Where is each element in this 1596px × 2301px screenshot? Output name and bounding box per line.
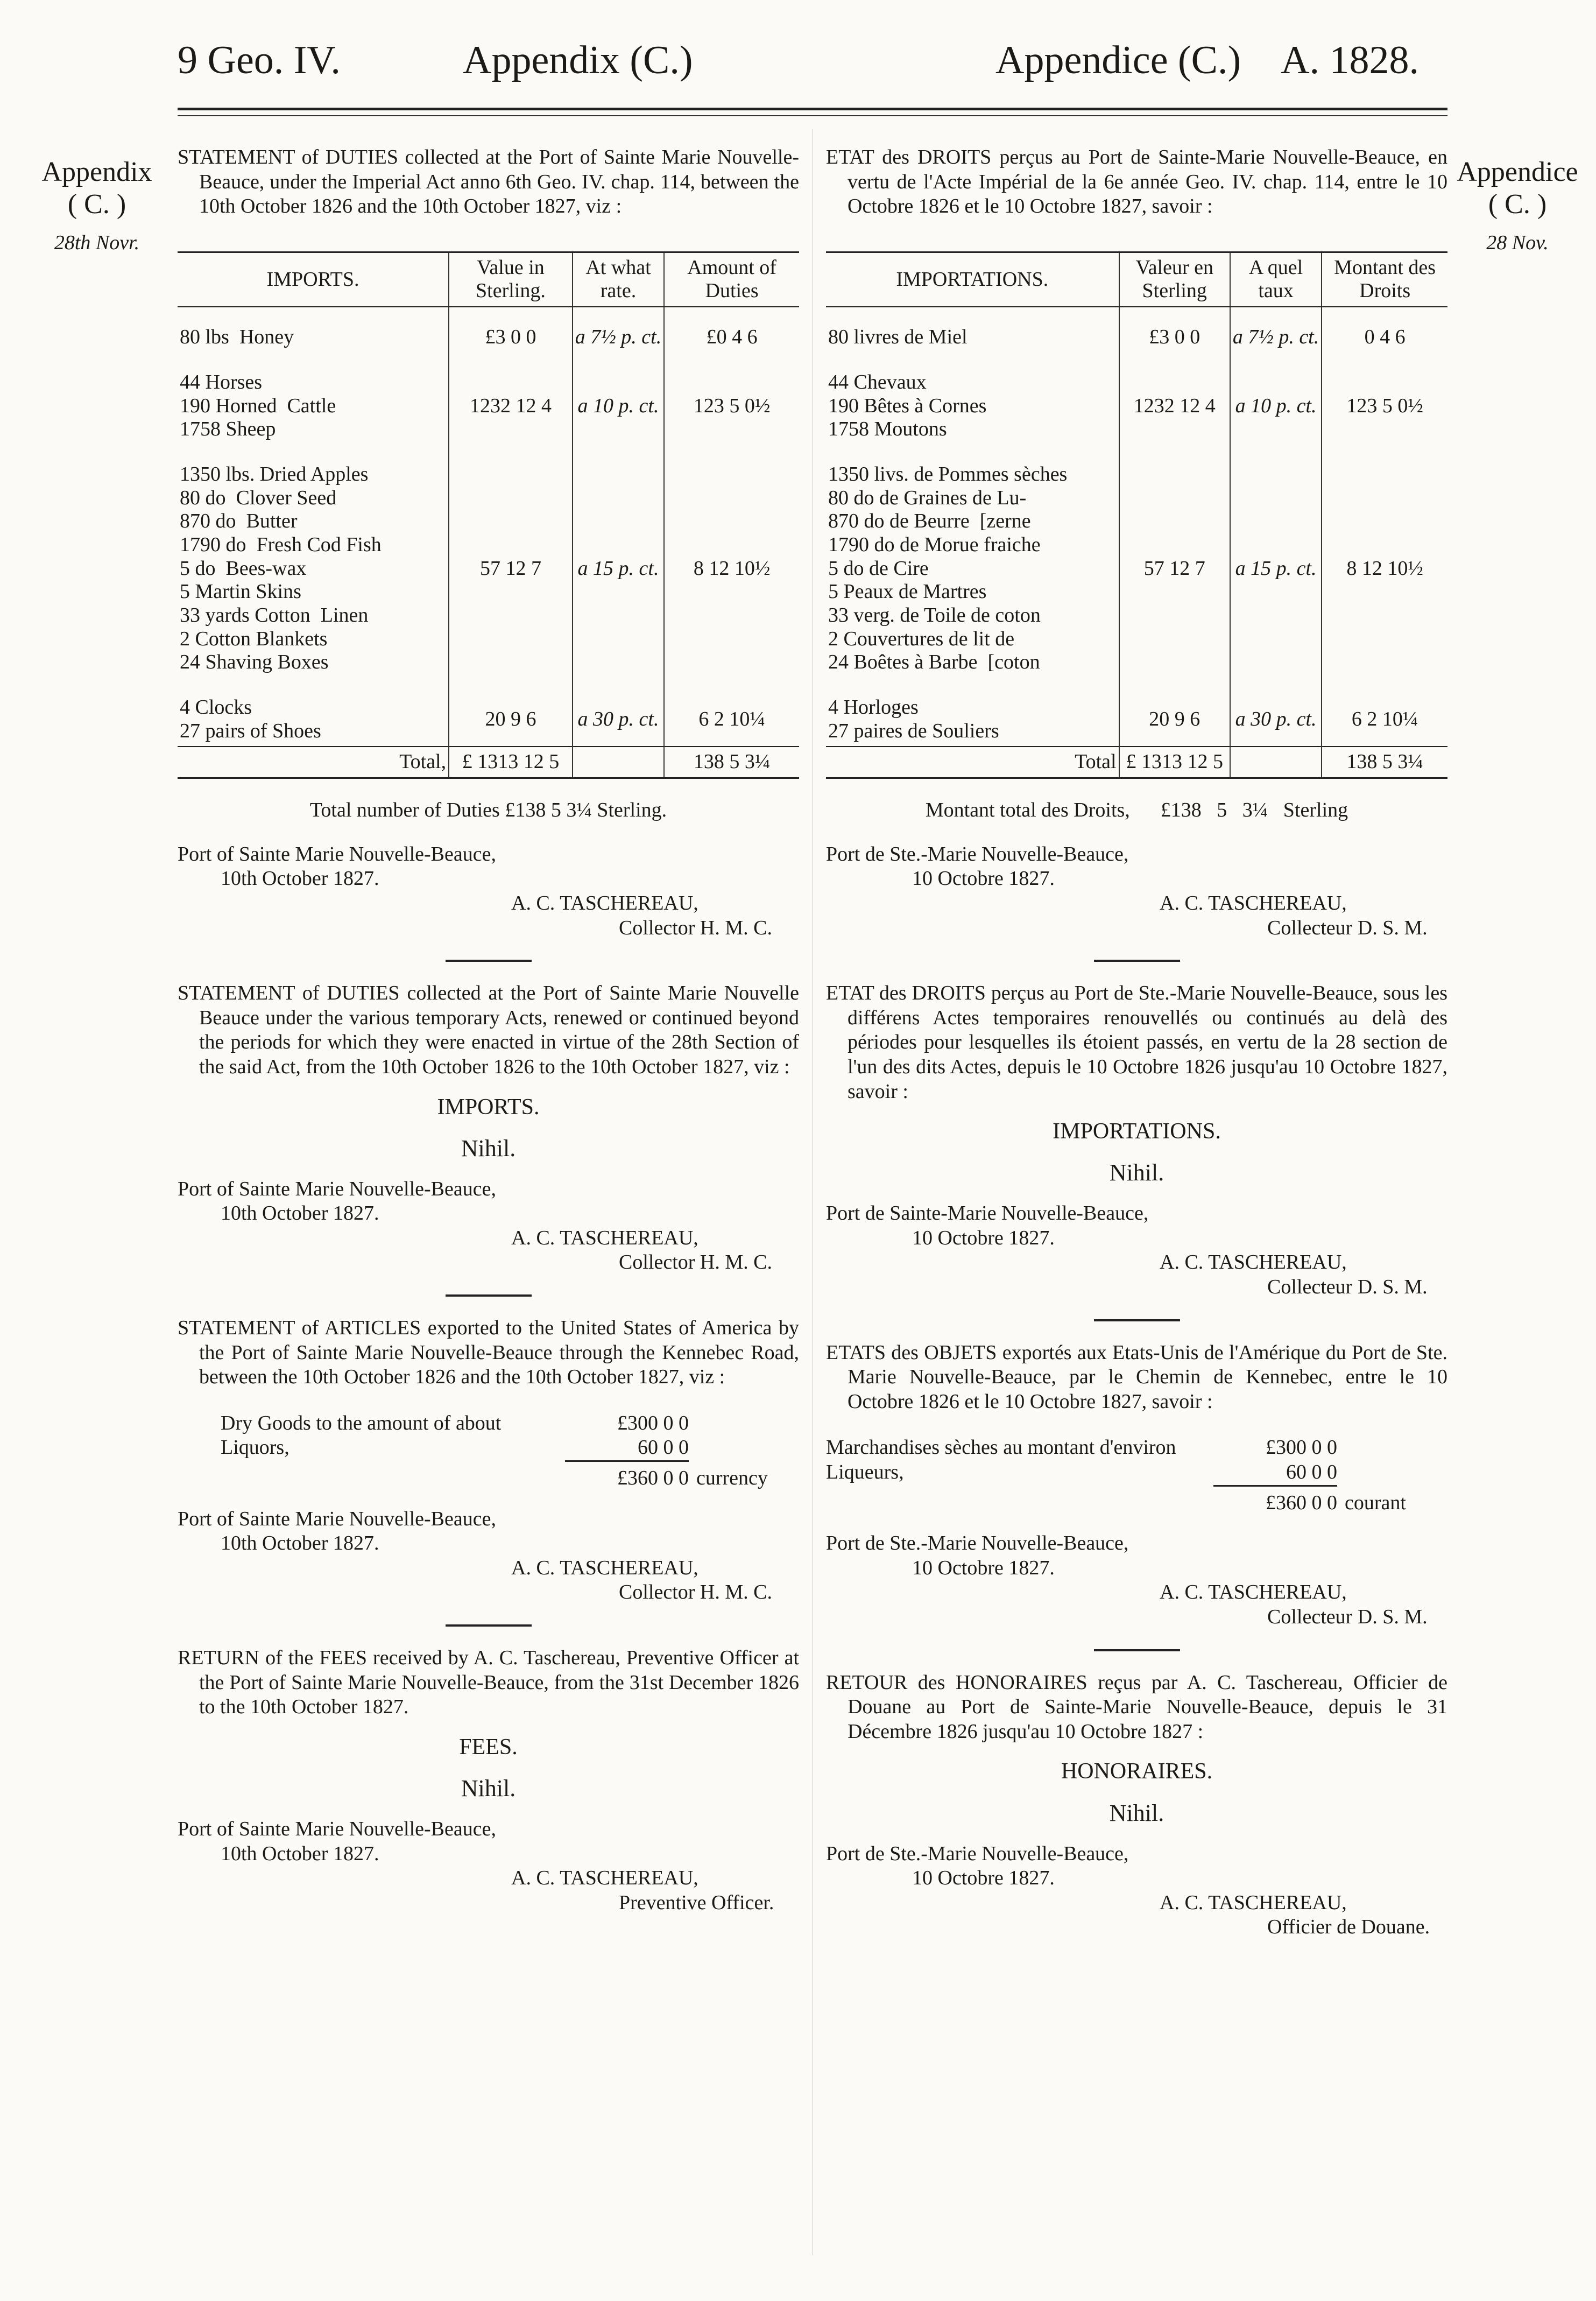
row-rate: a 7½ p. ct. [573,307,664,353]
row-desc: 1350 livs. de Pommes sèches 80 do de Graines de Lu- 870 do de Beurre [zerne 1790 do de Morue fraiche 5 do de Cire 5 Peaux de Martres 33 verg. de Toile de coton 2 Couvertures de lit de 24 Boêtes à Barbe [coton [828,462,1068,674]
row-desc: 4 Horloges 27 paires de Souliers [828,696,999,742]
col-rate: At what rate. [573,252,664,307]
row-amount: 123 5 0½ [1322,353,1447,445]
duties-table-en [178,251,799,779]
signature-name: A. C. TASCHEREAU, [1160,1251,1347,1274]
date-line: 10th October 1827. [221,1532,379,1555]
section-heading: IMPORTATIONS. [1053,1119,1221,1144]
export-table-en [178,1411,799,1491]
row-amount: 123 5 0½ [664,353,799,445]
port-line: Port of Sainte Marie Nouvelle-Beauce, [178,1817,496,1840]
table-row [826,353,1447,445]
header-rule-thin [178,115,1447,116]
export-label: Marchandises sèches au montant d'environ [826,1436,1176,1459]
export-total-row [221,1466,799,1491]
row-amount: £0 4 6 [664,307,799,353]
row-value: £3 0 0 [1119,307,1230,353]
export-row [221,1436,799,1462]
total-label: Total, [178,747,449,778]
table-row [826,678,1447,747]
row-rate: a 7½ p. ct. [1230,307,1322,353]
row-amount: 0 4 6 [1322,307,1447,353]
row-rate: a 10 p. ct. [573,353,664,445]
stmt1-intro-en: STATEMENT of DUTIES collected at the Port of Sainte Marie Nouvelle-Beauce, under the Imperial Act anno 6th Geo. IV. chap. 114, between the 10th October 1826 and the 10th October 1827, viz : [178,146,799,218]
row-desc: 44 Chevaux 190 Bêtes à Cornes 1758 Moutons [828,370,987,441]
header-rule [178,108,1447,110]
margin-appendix-letter: ( C. ) [67,188,126,220]
margin-date: 28th Novr. [54,231,140,254]
port-line: Port of Sainte Marie Nouvelle-Beauce, [178,1177,496,1200]
col-value: Value in Sterling. [449,252,573,307]
signature-name: A. C. TASCHEREAU, [1160,1581,1347,1604]
row-rate: a 15 p. ct. [573,445,664,678]
row-value: 1232 12 4 [449,353,573,445]
row-amount: 8 12 10½ [664,445,799,678]
export-value: 60 0 0 [1213,1460,1337,1487]
signature-title: Collecteur D. S. M. [1267,1606,1428,1628]
section-divider [446,1294,532,1297]
row-value: 1232 12 4 [1119,353,1230,445]
page-year: A. 1828. [1281,38,1419,82]
margin-date-fr: 28 Nov. [1486,231,1549,254]
date-line: 10th October 1827. [221,1842,379,1865]
signature-title: Preventive Officer. [619,1891,774,1914]
signature-title: Collector H. M. C. [619,916,772,939]
table-row [178,353,799,445]
margin-note-right [1453,156,1582,255]
date-line: 10 Octobre 1827. [912,1867,1055,1890]
row-desc: 80 lbs Honey [180,326,294,349]
row-value: £3 0 0 [449,307,573,353]
row-value: 57 12 7 [1119,445,1230,678]
section-divider [1094,960,1180,962]
stmt2-intro-fr: ETAT des DROITS perçus au Port de Ste.-Marie Nouvelle-Beauce, sous les différens Actes temporaires renouvellés ou continués au delà des périodes pour lesquelles ils étoient passés, en vertu de la 28 section de l'un des dits Actes, depuis le 10 Octobre 1826 jusqu'au 10 Octobre 1827, savoir : [826,982,1447,1103]
english-column [178,145,799,1915]
row-desc: 4 Clocks 27 pairs of Shoes [180,696,321,742]
section-heading: FEES. [459,1734,518,1760]
export-total-row [826,1491,1447,1516]
col-value: Valeur en Sterling [1119,252,1230,307]
export-table-fr [826,1436,1447,1515]
export-row [826,1460,1447,1487]
section-divider [446,1624,532,1627]
signature-name: A. C. TASCHEREAU, [511,891,698,914]
signature-title: Collector H. M. C. [619,1251,772,1274]
table-row [178,307,799,353]
col-imports: IMPORTATIONS. [826,252,1119,307]
french-column [826,145,1447,1940]
row-amount: 6 2 10¼ [1322,678,1447,747]
row-rate: a 30 p. ct. [1230,678,1322,747]
signature-title: Officier de Douane. [1267,1916,1430,1939]
total-label: Total [826,747,1119,778]
total-amount: 138 5 3¼ [1322,747,1447,778]
total-amount: 138 5 3¼ [664,747,799,778]
signature-name: A. C. TASCHEREAU, [1160,1891,1347,1914]
total-line-en: Total number of Duties £138 5 3¼ Sterling. [309,799,667,822]
section-divider [1094,1649,1180,1651]
duties-table-fr [826,251,1447,779]
export-total: £360 0 0 [617,1467,689,1490]
nihil-text: Nihil. [1109,1799,1164,1826]
section-divider [446,960,532,962]
page-title-english: Appendix (C.) [463,38,693,82]
duties-header-row [826,252,1447,307]
row-amount: 6 2 10¼ [664,678,799,747]
stmt3-intro-en: STATEMENT of ARTICLES exported to the United States of America by the Port of Sainte Marie Nouvelle-Beauce through the Kennebec Road, between the 10th October 1826 and the 10th October 1827, viz : [178,1317,799,1389]
port-line: Port de Ste.-Marie Nouvelle-Beauce, [826,1842,1129,1865]
port-line: Port de Ste.-Marie Nouvelle-Beauce, [826,842,1129,865]
table-row [826,445,1447,678]
signature-title: Collecteur D. S. M. [1267,916,1428,939]
export-label: Liqueurs, [826,1461,904,1484]
margin-note-left [32,156,161,255]
total-rate-empty [1230,747,1322,778]
signature-name: A. C. TASCHEREAU, [511,1226,698,1249]
port-line: Port de Ste.-Marie Nouvelle-Beauce, [826,1532,1129,1555]
table-row [178,678,799,747]
stmt4-intro-fr: RETOUR des HONORAIRES reçus par A. C. Taschereau, Officier de Douane au Port de Sainte-Marie Nouvelle-Beauce, depuis le 31 Décembre 1826 jusqu'au 10 Octobre 1827 : [826,1671,1447,1743]
row-value: 57 12 7 [449,445,573,678]
row-value: 20 9 6 [449,678,573,747]
stmt1-intro-fr: ETAT des DROITS perçus au Port de Sainte-Marie Nouvelle-Beauce, en vertu de l'Acte Impérial de la 6e année Geo. IV. chap. 114, entre le 10 Octobre 1826 et le 10 Octobre 1827, savoir : [826,146,1447,218]
row-rate: a 10 p. ct. [1230,353,1322,445]
date-line: 10th October 1827. [221,1202,379,1225]
export-currency: courant [1345,1491,1406,1514]
row-desc: 1350 lbs. Dried Apples 80 do Clover Seed 870 do Butter 1790 do Fresh Cod Fish 5 do Bees-wax 5 Martin Skins 33 yards Cotton Linen 2 Cotton Blankets 24 Shaving Boxes [180,462,382,674]
row-rate: a 30 p. ct. [573,678,664,747]
row-rate: a 15 p. ct. [1230,445,1322,678]
col-amount: Montant des Droits [1322,252,1447,307]
stmt2-intro-en: STATEMENT of DUTIES collected at the Port of Sainte Marie Nouvelle Beauce under the various temporary Acts, renewed or continued beyond the periods for which they were enacted in virtue of the 28th Section of the said Act, from the 10th October 1826 to the 10th October 1827, viz : [178,982,799,1078]
export-label: Liquors, [221,1436,289,1459]
export-row [221,1411,799,1436]
signature-name: A. C. TASCHEREAU, [511,1556,698,1579]
export-currency: currency [696,1467,768,1490]
duties-header-row [178,252,799,307]
export-value: £300 0 0 [1266,1436,1337,1459]
nihil-text: Nihil. [1109,1159,1164,1186]
row-value: 20 9 6 [1119,678,1230,747]
signature-name: A. C. TASCHEREAU, [511,1867,698,1890]
signature-name: A. C. TASCHEREAU, [1160,891,1347,914]
date-line: 10 Octobre 1827. [912,867,1055,890]
date-line: 10th October 1827. [221,867,379,890]
row-desc: 80 livres de Miel [828,326,968,349]
total-line-fr: Montant total des Droits, £138 5 3¼ Sterling [925,799,1348,822]
port-line: Port of Sainte Marie Nouvelle-Beauce, [178,842,496,865]
margin-appendice-label: Appendice [1457,157,1578,187]
total-value: £ 1313 12 5 [449,747,573,778]
section-heading: IMPORTS. [437,1094,540,1120]
signature-title: Collector H. M. C. [619,1581,772,1604]
export-value: 60 0 0 [565,1436,689,1462]
total-value: £ 1313 12 5 [1119,747,1230,778]
export-row [826,1436,1447,1460]
nihil-text: Nihil. [461,1775,516,1802]
export-value: £300 0 0 [617,1411,689,1434]
total-row [826,747,1447,778]
table-row [826,307,1447,353]
section-heading: HONORAIRES. [1061,1759,1213,1784]
date-line: 10 Octobre 1827. [912,1556,1055,1579]
col-rate: A quel taux [1230,252,1322,307]
signature-title: Collecteur D. S. M. [1267,1276,1428,1299]
export-total: £360 0 0 [1266,1491,1337,1514]
margin-appendix-label: Appendix [41,157,152,187]
export-label: Dry Goods to the amount of about [221,1411,502,1434]
table-row [178,445,799,678]
total-row [178,747,799,778]
date-line: 10 Octobre 1827. [912,1226,1055,1249]
section-divider [1094,1319,1180,1321]
nihil-text: Nihil. [461,1135,516,1162]
page-title-french: Appendice (C.) [995,38,1241,82]
col-imports: IMPORTS. [178,252,449,307]
stmt4-intro-en: RETURN of the FEES received by A. C. Taschereau, Preventive Officer at the Port of Sainte Marie Nouvelle-Beauce, from the 31st December 1826 to the 10th October 1827. [178,1646,799,1719]
port-line: Port de Sainte-Marie Nouvelle-Beauce, [826,1202,1149,1225]
col-amount: Amount of Duties [664,252,799,307]
port-line: Port of Sainte Marie Nouvelle-Beauce, [178,1507,496,1530]
row-amount: 8 12 10½ [1322,445,1447,678]
regnal-year: 9 Geo. IV. [178,38,341,82]
total-rate-empty [573,747,664,778]
margin-appendice-letter: ( C. ) [1488,188,1547,220]
row-desc: 44 Horses 190 Horned Cattle 1758 Sheep [180,370,336,441]
stmt3-intro-fr: ETATS des OBJETS exportés aux Etats-Unis de l'Amérique du Port de Ste. Marie Nouvelle-Beauce, par le Chemin de Kennebec, entre le 10 Octobre 1826 et le 10 Octobre 1827, savoir : [826,1341,1447,1413]
